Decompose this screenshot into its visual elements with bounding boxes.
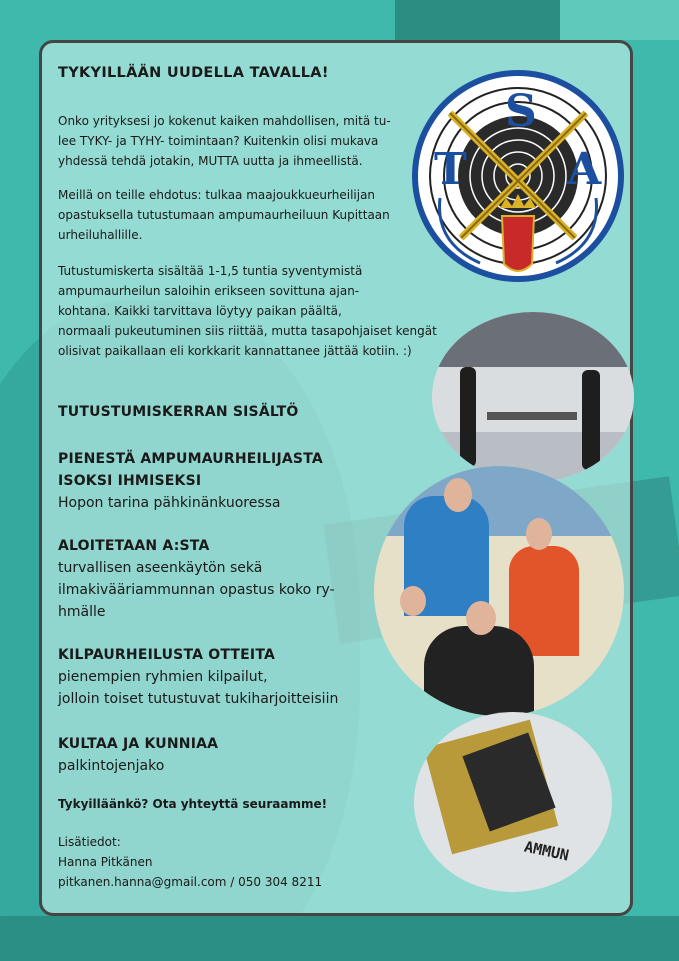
contact-label: Lisätiedot: xyxy=(58,835,121,849)
contact-info xyxy=(58,832,322,892)
proposal-line: opastuksella tutustumaan ampumaurheiluun Kupittaan xyxy=(58,208,390,222)
intro-paragraph xyxy=(58,111,391,171)
item-title: KULTAA JA KUNNIAA xyxy=(58,736,219,752)
range-person-left xyxy=(460,367,476,467)
page-heading: TYKYILLÄÄN UUDELLA TAVALLA! xyxy=(58,65,329,81)
intro-line: lee TYKY- ja TYHY- toimintaan? Kuitenkin olisi mukava xyxy=(58,134,379,148)
bg-dark-block xyxy=(395,0,565,40)
details-line: kohtana. Kaikki tarvittava löytyy paikan päältä, xyxy=(58,304,342,318)
range-person-right xyxy=(582,370,600,470)
item-desc: hmälle xyxy=(58,604,106,620)
proposal-line: urheiluhallille. xyxy=(58,228,143,242)
photo-medal-winners xyxy=(374,466,624,716)
details-line: Tutustumiskerta sisältää 1-1,5 tuntia syventymistä xyxy=(58,264,363,278)
logo-letter-a: A xyxy=(567,144,602,195)
item-desc: jolloin toiset tutustuvat tukiharjoitteisiin xyxy=(58,691,339,707)
logo-letter-s: S xyxy=(505,86,537,137)
item-desc: palkintojenjako xyxy=(58,758,165,774)
item-title: PIENESTÄ AMPUMAURHEILIJASTA xyxy=(58,451,323,467)
contact-email-phone: pitkanen.hanna@gmail.com / 050 304 8211 xyxy=(58,875,323,889)
winner-face-2 xyxy=(526,518,552,550)
section-title: TUTUSTUMISKERRAN SISÄLTÖ xyxy=(58,404,299,420)
item-desc: turvallisen aseenkäytön sekä xyxy=(58,560,263,576)
details-line: ampumaurheilun saloihin erikseen sovittuna ajan- xyxy=(58,284,360,298)
program-item-1 xyxy=(58,448,323,514)
photo-shooting-range xyxy=(432,312,634,482)
proposal-line: Meillä on teille ehdotus: tulkaa maajoukkueurheilijan xyxy=(58,188,376,202)
item-desc: pienempien ryhmien kilpailut, xyxy=(58,669,268,685)
details-line: olisivat paikallaan eli korkkarit kannattanee jättää kotiin. :) xyxy=(58,344,412,358)
item-title: ISOKSI IHMISEKSI xyxy=(58,473,202,489)
program-item-4 xyxy=(58,733,218,777)
winner-face-4 xyxy=(400,586,426,616)
proposal-paragraph xyxy=(58,185,390,245)
intro-line: yhdessä tehdä jotakin, MUTTA uutta ja ihmeellistä. xyxy=(58,154,363,168)
range-ceiling xyxy=(432,312,634,367)
item-title: ALOITETAAN A:STA xyxy=(58,538,210,554)
photo-medals xyxy=(414,712,612,892)
bg-bottom xyxy=(0,916,679,961)
winner-face-3 xyxy=(466,601,496,635)
item-desc: Hopon tarina pähkinänkuoressa xyxy=(58,495,281,511)
contact-name: Hanna Pitkänen xyxy=(58,855,153,869)
item-desc: ilmakivääriammunnan opastus koko ry- xyxy=(58,582,335,598)
call-to-action: Tykyilläänkö? Ota yhteyttä seuraamme! xyxy=(58,797,328,811)
program-item-3 xyxy=(58,644,338,710)
program-item-2 xyxy=(58,535,335,623)
intro-line: Onko yrityksesi jo kokenut kaiken mahdollisen, mitä tu- xyxy=(58,114,391,128)
item-title: KILPAURHEILUSTA OTTEITA xyxy=(58,647,276,663)
winner-dark-jacket xyxy=(424,626,534,716)
winner-face-1 xyxy=(444,478,472,512)
medals-handwriting: AMMUN xyxy=(522,837,571,865)
logo-letter-t: T xyxy=(434,144,467,195)
range-table xyxy=(487,412,577,420)
details-paragraph xyxy=(58,261,437,361)
details-line: normaali pukeutuminen siis riittää, mutta tasapohjaiset kengät xyxy=(58,324,437,338)
bg-light-block xyxy=(560,0,679,40)
tsa-logo xyxy=(410,68,626,284)
